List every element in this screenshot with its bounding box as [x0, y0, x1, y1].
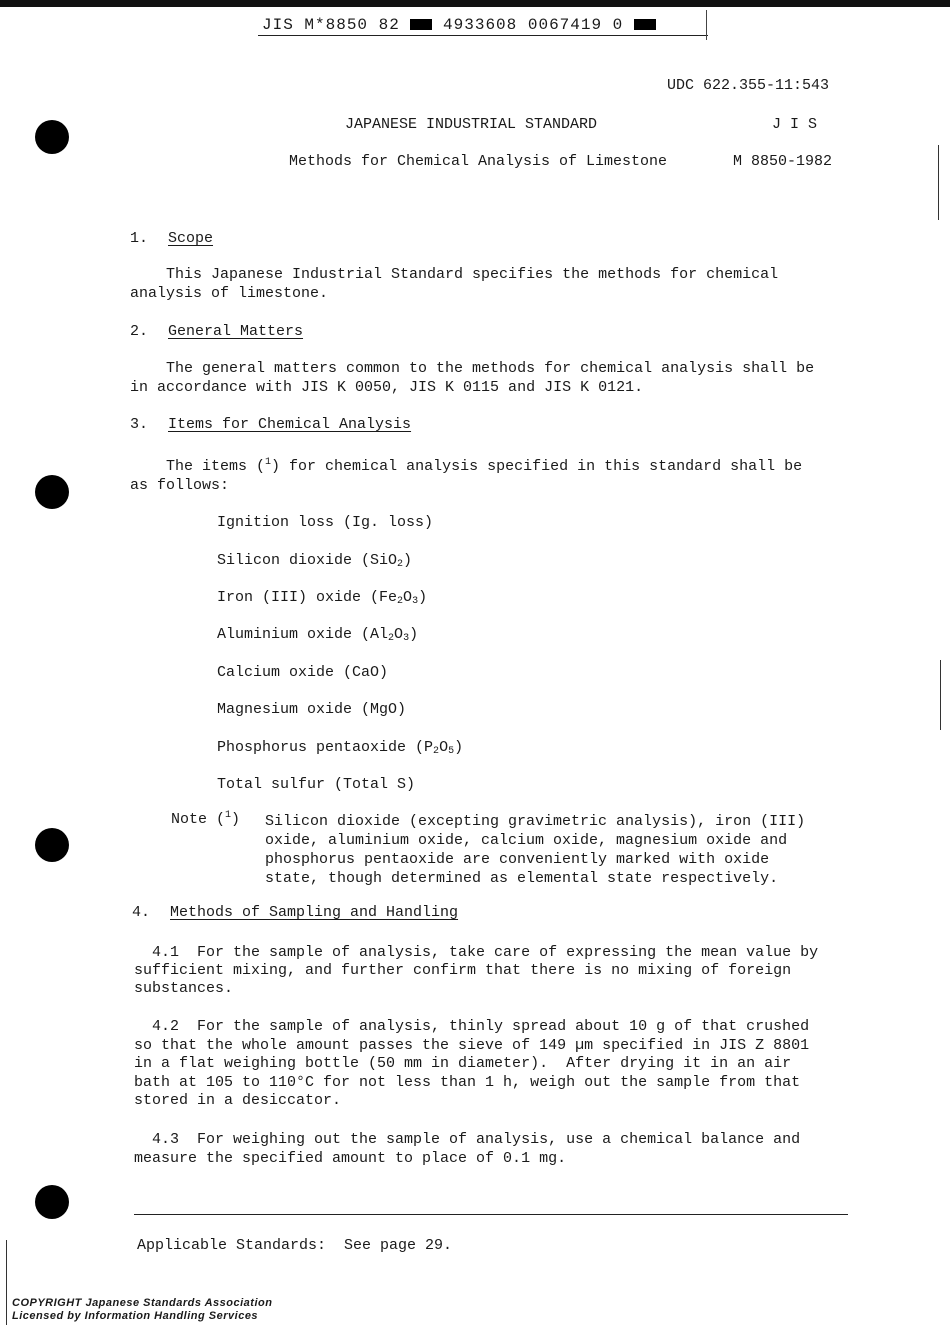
- clause-4-1: 4.1 For the sample of analysis, take care of expressing the mean value by sufficient mixing, and further confirm that there is no mixing of foreign substances.: [134, 944, 819, 997]
- analysis-item: Phosphorus pentaoxide $(P_2O_5)$: [217, 739, 464, 757]
- document-title: Methods for Chemical Analysis of Limestone: [289, 153, 668, 170]
- section-intro-items: The items ($^1$) for chemical analysis specified in this standard shall be as follows:: [130, 457, 803, 494]
- udc-number: UDC 622.355-11:543: [667, 77, 830, 94]
- analysis-item: Ignition loss (Ig. loss): [217, 514, 434, 531]
- section-heading-scope: 1. Scope: [130, 230, 214, 247]
- section-body-general-matters: The general matters common to the methods for chemical analysis shall be in accordance with JIS K 0050, JIS K 0115 and JIS K 0121.: [130, 360, 815, 396]
- scan-edge-line: [940, 660, 941, 730]
- analysis-item: Total sulfur (Total S): [217, 776, 416, 793]
- jis-mark: J I S: [772, 116, 818, 133]
- punch-hole: [35, 1185, 69, 1219]
- section-heading-general-matters: 2. General Matters: [130, 323, 304, 340]
- standard-number: M 8850-1982: [733, 153, 833, 170]
- clause-4-3: 4.3 For weighing out the sample of analysis, use a chemical balance and measure the specified amount to place of 0.1 mg.: [134, 1131, 801, 1167]
- header-tick: [706, 10, 707, 40]
- section-heading-sampling: 4. Methods of Sampling and Handling: [132, 904, 459, 921]
- analysis-item: Iron (III) oxide $(Fe_2O_3)$: [217, 589, 428, 607]
- block-mark: [410, 19, 432, 30]
- organization: JAPANESE INDUSTRIAL STANDARD: [345, 116, 598, 133]
- punch-hole: [35, 120, 69, 154]
- applicable-standards: Applicable Standards: See page 29.: [137, 1237, 453, 1254]
- note-label: Note ($^1$): [171, 810, 241, 828]
- footnote-rule: [134, 1214, 848, 1215]
- section-heading-items: 3. Items for Chemical Analysis: [130, 416, 412, 433]
- section-body-scope: This Japanese Industrial Standard specifies the methods for chemical analysis of limestone.: [130, 266, 779, 302]
- license-line: Licensed by Information Handling Services: [12, 1310, 259, 1322]
- punch-hole: [35, 828, 69, 862]
- analysis-item: Silicon dioxide (SiO$_2$): [217, 552, 413, 570]
- scan-header-code: JIS M*8850 82 4933608 0067419 0: [262, 16, 656, 34]
- punch-hole: [35, 475, 69, 509]
- scan-edge-line: [6, 1240, 7, 1325]
- block-mark: [634, 19, 656, 30]
- top-border: [0, 0, 950, 7]
- copyright-line: COPYRIGHT Japanese Standards Association: [12, 1297, 273, 1309]
- scan-edge-line: [938, 145, 939, 220]
- analysis-item: Magnesium oxide (MgO): [217, 701, 407, 718]
- header-rule: [258, 35, 708, 36]
- note-text: Silicon dioxide (excepting gravimetric analysis), iron (III) oxide, aluminium oxide, calcium oxide, magnesium oxide and phosphorus pentaoxide are conveniently marked with oxide state, though determined as elemental state respectively.: [265, 813, 806, 887]
- analysis-item: Aluminium oxide $(Al_2O_3)$: [217, 626, 419, 644]
- clause-4-2: 4.2 For the sample of analysis, thinly spread about 10 g of that crushed so that the whole amount passes the sieve of 149 µm specified in JIS Z 8801 in a flat weighing bottle (50 mm in diameter). After drying it in an air bath at 105 to 110°C for not less than 1 h, weigh out the sample from that stored in a desiccator.: [134, 1018, 810, 1109]
- analysis-item: Calcium oxide (CaO): [217, 664, 389, 681]
